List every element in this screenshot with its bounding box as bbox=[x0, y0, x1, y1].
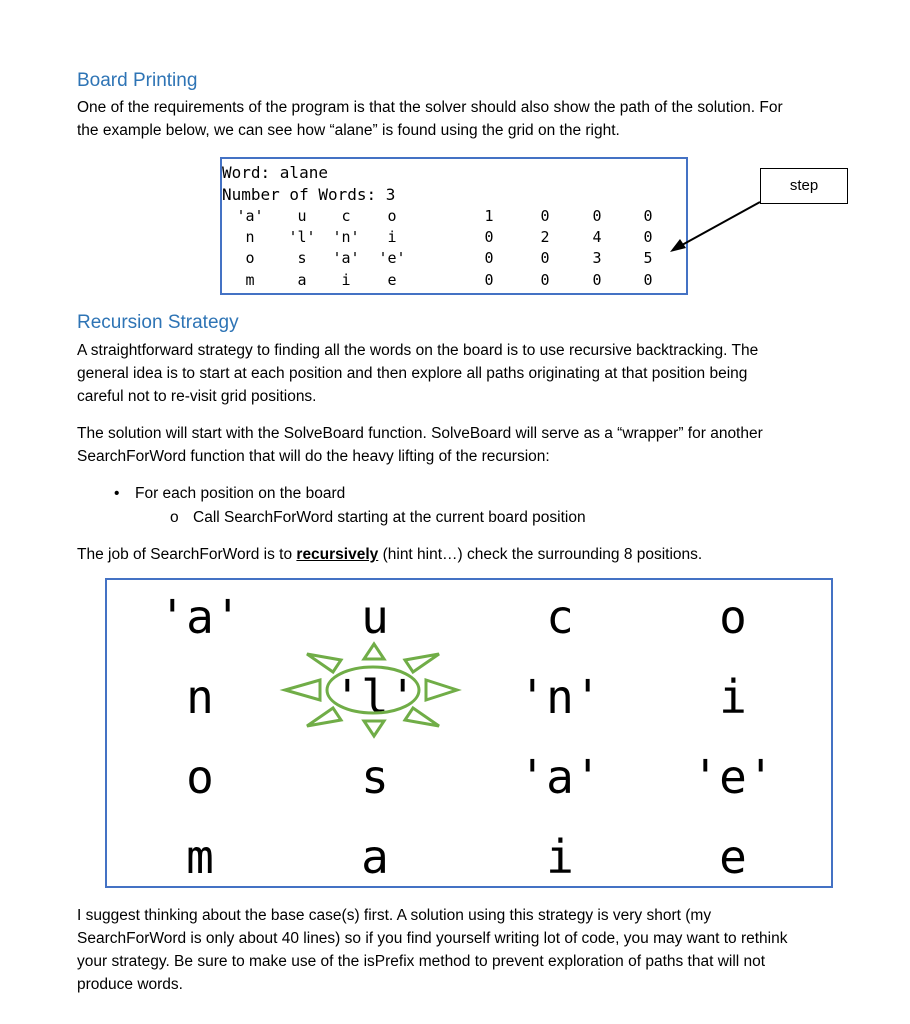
step-label: step bbox=[789, 177, 819, 194]
step-cell: 0 bbox=[540, 249, 550, 267]
step-cell: 1 bbox=[484, 207, 494, 225]
step-cell: 3 bbox=[592, 249, 602, 267]
closing-line3: your strategy. Be sure to make use of the isPrefix method to prevent exploration of paths that will not bbox=[77, 953, 766, 970]
letter-cell: i bbox=[387, 228, 397, 246]
step-callout bbox=[760, 168, 848, 204]
big-grid-cell: 'a' bbox=[518, 750, 602, 804]
closing-line4: produce words. bbox=[77, 976, 183, 993]
recursion-p2-line2: SearchForWord function that will do the heavy lifting of the recursion: bbox=[77, 448, 550, 465]
neighbor-arrows bbox=[107, 580, 831, 886]
board-printing-text-line2: the example below, we can see how “alane” is found using the grid on the right. bbox=[77, 122, 620, 139]
number-of-words-line: Number of Words: 3 bbox=[222, 185, 396, 204]
sub-bullet-circle: o bbox=[170, 509, 179, 526]
recursion-p2-line1: The solution will start with the SolveBoard function. SolveBoard will serve as a “wrapper” for another bbox=[77, 425, 763, 442]
bullet-dot: • bbox=[114, 485, 120, 502]
bullet-item-1: For each position on the board bbox=[135, 485, 346, 502]
step-cell: 0 bbox=[592, 271, 602, 289]
step-cell: 5 bbox=[643, 249, 653, 267]
arrow-down-right bbox=[405, 708, 439, 726]
step-arrow bbox=[660, 195, 770, 265]
big-grid-figure bbox=[105, 578, 833, 888]
big-grid-cell: e bbox=[719, 830, 747, 884]
step-cell: 2 bbox=[540, 228, 550, 246]
letter-cell: u bbox=[297, 207, 307, 225]
bullet-item-2: Call SearchForWord starting at the current board position bbox=[193, 509, 586, 526]
big-grid-cell: 'l' bbox=[333, 670, 417, 724]
letter-cell: 'n' bbox=[332, 228, 360, 246]
big-grid-cell: 'e' bbox=[691, 750, 775, 804]
letter-cell: e bbox=[387, 271, 397, 289]
letter-cell: s bbox=[297, 249, 307, 267]
big-grid-cell: n bbox=[186, 670, 214, 724]
letter-cell: a bbox=[297, 271, 307, 289]
center-highlight-ellipse bbox=[327, 667, 419, 713]
arrow-down-left bbox=[307, 708, 341, 726]
arrow-down bbox=[364, 721, 384, 736]
arrow-left bbox=[285, 680, 320, 700]
board-printing-heading: Board Printing bbox=[77, 70, 198, 91]
step-cell: 0 bbox=[643, 207, 653, 225]
big-grid-cell: u bbox=[361, 590, 389, 644]
letter-cell: i bbox=[341, 271, 351, 289]
job-emphasis: recursively bbox=[296, 546, 379, 563]
big-grid-cell: i bbox=[546, 830, 574, 884]
step-cell: 0 bbox=[484, 271, 494, 289]
step-cell: 0 bbox=[643, 271, 653, 289]
letter-cell: 'l' bbox=[288, 228, 316, 246]
big-grid-cell: i bbox=[719, 670, 747, 724]
step-cell: 0 bbox=[484, 228, 494, 246]
letter-cell: n bbox=[245, 228, 255, 246]
board-printing-text-line1: One of the requirements of the program is that the solver should also show the path of the solution. For bbox=[77, 99, 783, 116]
big-grid-cell: o bbox=[186, 750, 214, 804]
recursion-heading: Recursion Strategy bbox=[77, 312, 239, 333]
letter-cell: o bbox=[245, 249, 255, 267]
closing-line2: SearchForWord is only about 40 lines) so if you find yourself writing lot of code, you may want to rethink bbox=[77, 930, 788, 947]
big-grid-cell: a bbox=[361, 830, 389, 884]
big-grid-cell: 'a' bbox=[158, 590, 242, 644]
arrow-up-left bbox=[307, 654, 341, 672]
job-prefix: The job of SearchForWord is to bbox=[77, 546, 297, 563]
big-grid-cell: s bbox=[361, 750, 389, 804]
step-cell: 0 bbox=[540, 271, 550, 289]
recursion-p1-line1: A straightforward strategy to finding all the words on the board is to use recursive backtracking. The bbox=[77, 342, 759, 359]
arrow-right bbox=[426, 680, 457, 700]
step-cell: 0 bbox=[540, 207, 550, 225]
recursion-p1-line3: careful not to re-visit grid positions. bbox=[77, 388, 317, 405]
letter-cell: 'a' bbox=[332, 249, 360, 267]
letter-cell: m bbox=[245, 271, 255, 289]
closing-line1: I suggest thinking about the base case(s) first. A solution using this strategy is very short (my bbox=[77, 907, 712, 924]
word-line: Word: alane bbox=[222, 163, 328, 182]
job-suffix: (hint hint…) check the surrounding 8 positions. bbox=[378, 546, 703, 563]
recursion-p1-line2: general idea is to start at each position and then explore all paths originating at that position being bbox=[77, 365, 748, 382]
code-output-box bbox=[220, 157, 688, 295]
big-grid-cell: 'n' bbox=[518, 670, 602, 724]
step-cell: 4 bbox=[592, 228, 602, 246]
letter-cell: 'a' bbox=[236, 207, 264, 225]
big-grid-cell: c bbox=[546, 590, 574, 644]
step-cell: 0 bbox=[643, 228, 653, 246]
step-cell: 0 bbox=[484, 249, 494, 267]
step-cell: 0 bbox=[592, 207, 602, 225]
letter-cell: o bbox=[387, 207, 397, 225]
job-sentence bbox=[77, 544, 702, 566]
letter-cell: c bbox=[341, 207, 351, 225]
arrow-up-right bbox=[405, 654, 439, 672]
arrow-up bbox=[364, 644, 384, 659]
letter-cell: 'e' bbox=[378, 249, 406, 267]
big-grid-cell: o bbox=[719, 590, 747, 644]
big-grid-cell: m bbox=[186, 830, 214, 884]
